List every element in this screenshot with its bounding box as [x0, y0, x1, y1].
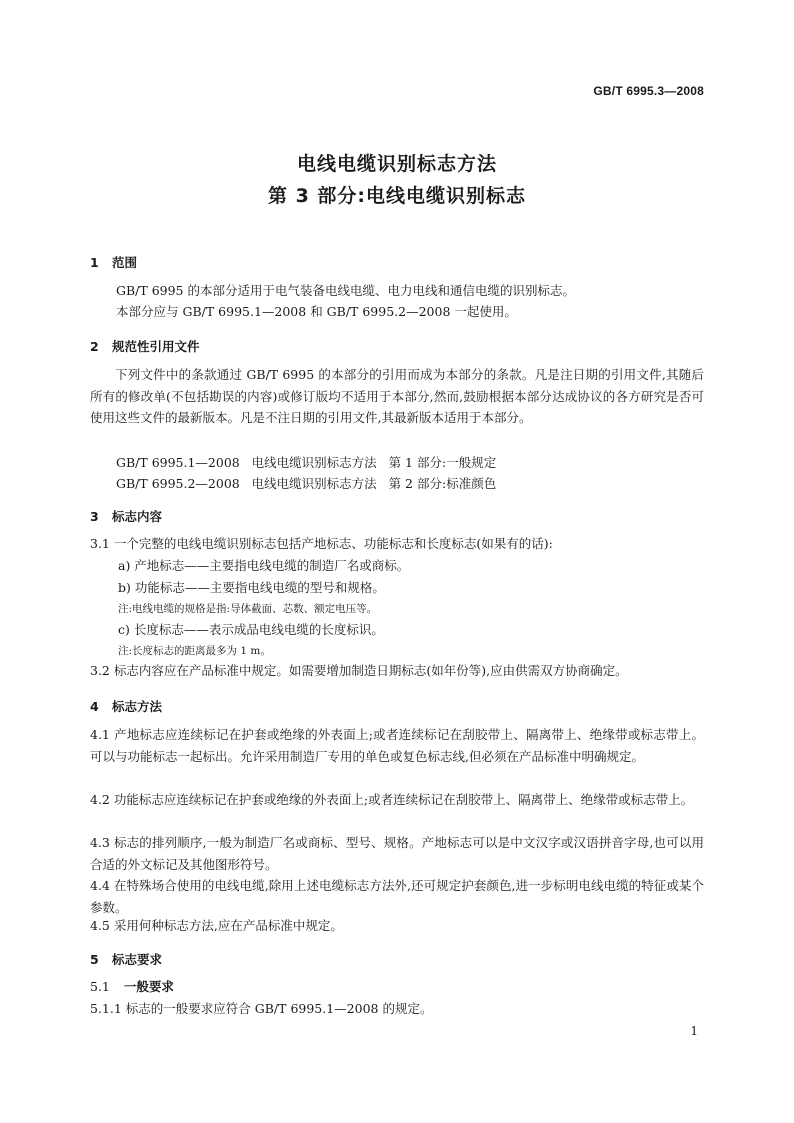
clause-5-1-title: 一般要求: [123, 979, 174, 994]
section-2-paragraph: 下列文件中的条款通过 GB/T 6995 的本部分的引用而成为本部分的条款。凡是注日期的引用文件,其随后所有的修改单(不包括勘误的内容)或修订版均不适用于本部分,然而,鼓励根据本部分达成协议的各方研究是否可使用这些文件的最新版本。凡是不注日期的引用文件,其最新版本适用于本部分。: [90, 367, 704, 425]
document-subtitle: 第 3 部分:电线电缆识别标志: [267, 185, 527, 207]
standard-code: GB/T 6995.3—2008: [593, 84, 704, 98]
document-title: 电线电缆识别标志方法: [296, 153, 497, 175]
normative-reference-2: GB/T 6995.2—2008 电线电缆识别标志方法 第 2 部分:标准颜色: [116, 476, 497, 491]
clause-4-4: 4.4 在特殊场合使用的电线电缆,除用上述电缆标志方法外,还可规定护套颜色,进一步标明电线电缆的特征或某个参数。: [90, 878, 704, 915]
clause-4-2: 4.2 功能标志应连续标记在护套或绝缘的外表面上;或者连续标记在刮胶带上、隔离带上、绝缘带或标志带上。: [90, 792, 694, 807]
section-5-heading: 5 标志要求: [90, 952, 163, 967]
clause-5-1-number: 5.1: [90, 979, 110, 994]
section-1-paragraph-2: 本部分应与 GB/T 6995.1—2008 和 GB/T 6995.2—2008 一起使用。: [116, 304, 517, 319]
section-2-heading: 2 规范性引用文件: [90, 339, 200, 354]
clause-4-5: 4.5 采用何种标志方法,应在产品标准中规定。: [90, 918, 343, 933]
normative-reference-1: GB/T 6995.1—2008 电线电缆识别标志方法 第 1 部分:一般规定: [116, 455, 497, 470]
note-b: 注:电线电缆的规格是指:导体截面、芯数、额定电压等。: [118, 603, 378, 615]
list-item-c: c) 长度标志——表示成品电线电缆的长度标识。: [118, 622, 384, 637]
section-4-heading: 4 标志方法: [90, 699, 163, 714]
clause-5-1-1: 5.1.1 标志的一般要求应符合 GB/T 6995.1—2008 的规定。: [90, 1001, 433, 1016]
note-c: 注:长度标志的距离最多为 1 m。: [118, 645, 271, 657]
clause-5-1: [90, 977, 174, 997]
list-item-a: a) 产地标志——主要指电线电缆的制造厂名或商标。: [118, 558, 410, 573]
clause-4-1: 4.1 产地标志应连续标记在护套或绝缘的外表面上;或者连续标记在刮胶带上、隔离带上、绝缘带或标志带上。可以与功能标志一起标出。允许采用制造厂专用的单色或复色标志线,但必须在产品标准中明确规定。: [90, 727, 704, 764]
section-3-heading: 3 标志内容: [90, 509, 163, 524]
page-number: 1: [690, 1024, 698, 1038]
section-1-heading: 1 范围: [90, 255, 138, 270]
section-1-paragraph-1: GB/T 6995 的本部分适用于电气装备电线电缆、电力电线和通信电缆的识别标志。: [116, 283, 575, 298]
list-item-b: b) 功能标志——主要指电线电缆的型号和规格。: [118, 580, 385, 595]
clause-4-3: 4.3 标志的排列顺序,一般为制造厂名或商标、型号、规格。产地标志可以是中文汉字或汉语拼音字母,也可以用合适的外文标记及其他图形符号。: [90, 835, 704, 872]
clause-3-1: 3.1 一个完整的电线电缆识别标志包括产地标志、功能标志和长度标志(如果有的话):: [90, 536, 553, 551]
clause-3-2: 3.2 标志内容应在产品标准中规定。如需要增加制造日期标志(如年份等),应由供需双方协商确定。: [90, 663, 628, 678]
